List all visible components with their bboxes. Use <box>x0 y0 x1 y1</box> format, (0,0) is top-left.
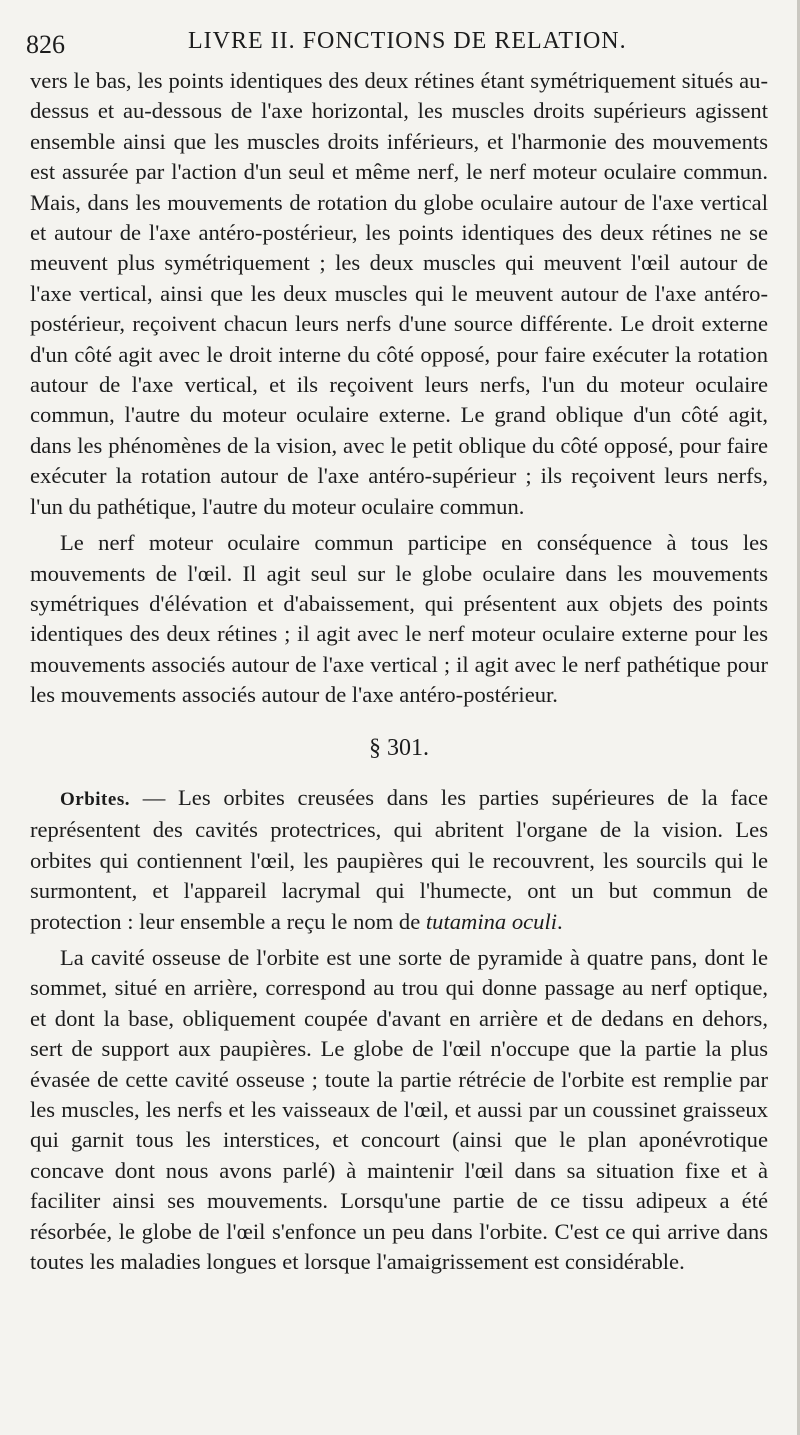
paragraph-orbites <box>30 783 768 937</box>
running-head: LIVRE II. FONCTIONS DE RELATION. <box>188 28 627 54</box>
paragraph-orbites-text: — Les orbites creusées dans les parties supérieures de la face représentent des cavités protectrices, qui abritent l'organe de la vision. Les orbites qui contiennent l'œil, les paupières qui le recouvrent, les sourcils qui le surmontent, et l'appareil lacrymal qui l'humecte, ont un but commun de protection : leur ensemble a reçu le nom de <box>30 784 768 934</box>
page-number: 826 <box>26 30 65 59</box>
section-heading: § 301. <box>369 734 429 761</box>
run-in-title: Orbites. <box>60 788 130 810</box>
page-header <box>26 28 766 64</box>
latin-term: tutamina oculi <box>425 908 558 934</box>
paragraph-orbites-end: . <box>557 908 563 934</box>
paragraph-continued: vers le bas, les points identiques des deux rétines étant symétriquement situés au-dessus et au-dessous de l'axe horizontal, les muscles droits supérieurs agissent ensemble ainsi que les muscles droits inférieurs, et l'harmonie des mouvements est assurée par l'action d'un seul et même nerf, le nerf moteur oculaire commun. Mais, dans les mouvements de rotation du globe oculaire autour de l'axe vertical et autour de l'axe antéro-postérieur, les points identiques des deux rétines ne se meuvent plus symétriquement ; les deux muscles qui meuvent l'œil autour de l'axe vertical, ainsi que les deux muscles qui le meuvent autour de l'axe antéro-postérieur, reçoivent chacun leurs nerfs d'une source différente. Le droit externe d'un côté agit avec le droit interne du côté opposé, pour faire exécuter la rotation autour de l'axe vertical, et ils reçoivent leurs nerfs, l'un du moteur oculaire commun, l'autre du moteur oculaire externe. Le grand oblique d'un côté agit, dans les phénomènes de la vision, avec le petit oblique du côté opposé, pour faire exécuter la rotation autour de l'axe antéro-supérieur ; ils reçoivent leurs nerfs, l'un du pathétique, l'autre du moteur oculaire commun. <box>30 68 768 519</box>
paragraph-nerf-moteur: Le nerf moteur oculaire commun participe en conséquence à tous les mouvements de l'œil. Il agit seul sur le globe oculaire dans les mouvements symétriques d'élévation et d'abaissement, qui présentent aux objets des points identiques des deux rétines ; il agit avec le nerf moteur oculaire externe pour les mouvements associés autour de l'axe vertical ; il agit avec le nerf pathétique pour les mouvements associés autour de l'axe antéro-postérieur. <box>30 530 768 708</box>
paragraph-cavite-osseuse: La cavité osseuse de l'orbite est une sorte de pyramide à quatre pans, dont le sommet, situé en arrière, correspond au trou qui donne passage au nerf optique, et dont la base, obliquement coupée d'avant en arrière et de dedans en dehors, sert de support aux paupières. Le globe de l'œil n'occupe que la partie la plus évasée de cette cavité osseuse ; toute la partie rétrécie de l'orbite est remplie par les muscles, les nerfs et les vaisseaux de l'œil, et aussi par un coussinet graisseux qui garnit tous les interstices, et concourt (ainsi que le plan aponévrotique concave dont nous avons parlé) à maintenir l'œil dans sa situation fixe et à faciliter ainsi ses mouvements. Lorsqu'une partie de ce tissu adipeux a été résorbée, le globe de l'œil s'enfonce un peu dans l'orbite. C'est ce qui arrive dans toutes les maladies longues et lorsque l'amaigrissement est considérable. <box>30 944 768 1275</box>
body-text <box>30 66 768 1277</box>
